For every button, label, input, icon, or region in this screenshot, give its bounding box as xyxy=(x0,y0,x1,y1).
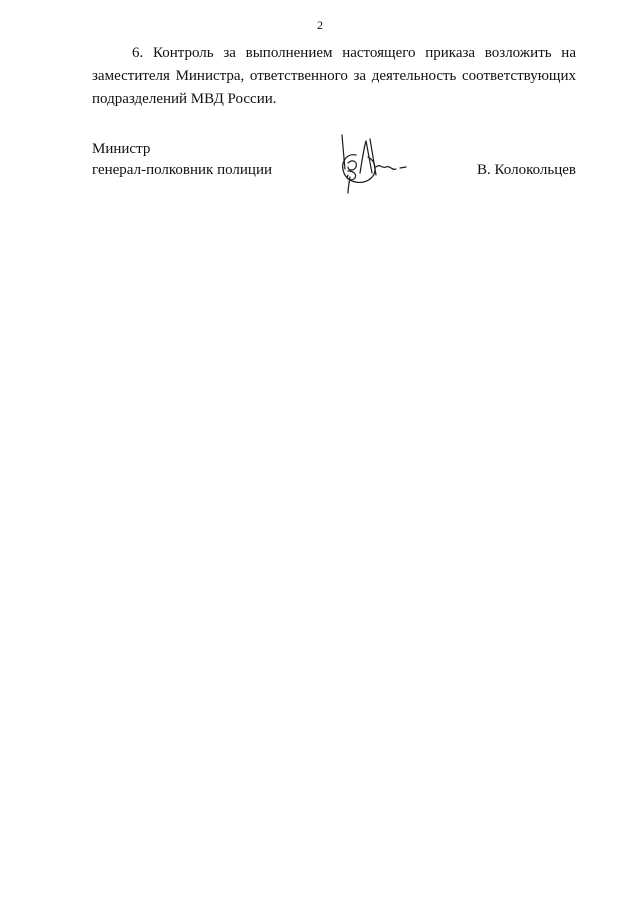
signatory-title: Министр xyxy=(92,141,151,157)
handwritten-signature-icon xyxy=(336,133,416,197)
signer-name: В. Колокольцев xyxy=(477,162,576,178)
paragraph-6: 6. Контроль за выполнением настоящего приказа возложить на заместителя Министра, ответственного за деятельность соответствующих подразделений МВД России. xyxy=(92,45,576,107)
signatory-rank: генерал-полковник полиции xyxy=(92,162,273,178)
page-number: 2 xyxy=(317,18,323,32)
signature-block xyxy=(92,139,576,199)
paragraph-block xyxy=(92,42,576,111)
